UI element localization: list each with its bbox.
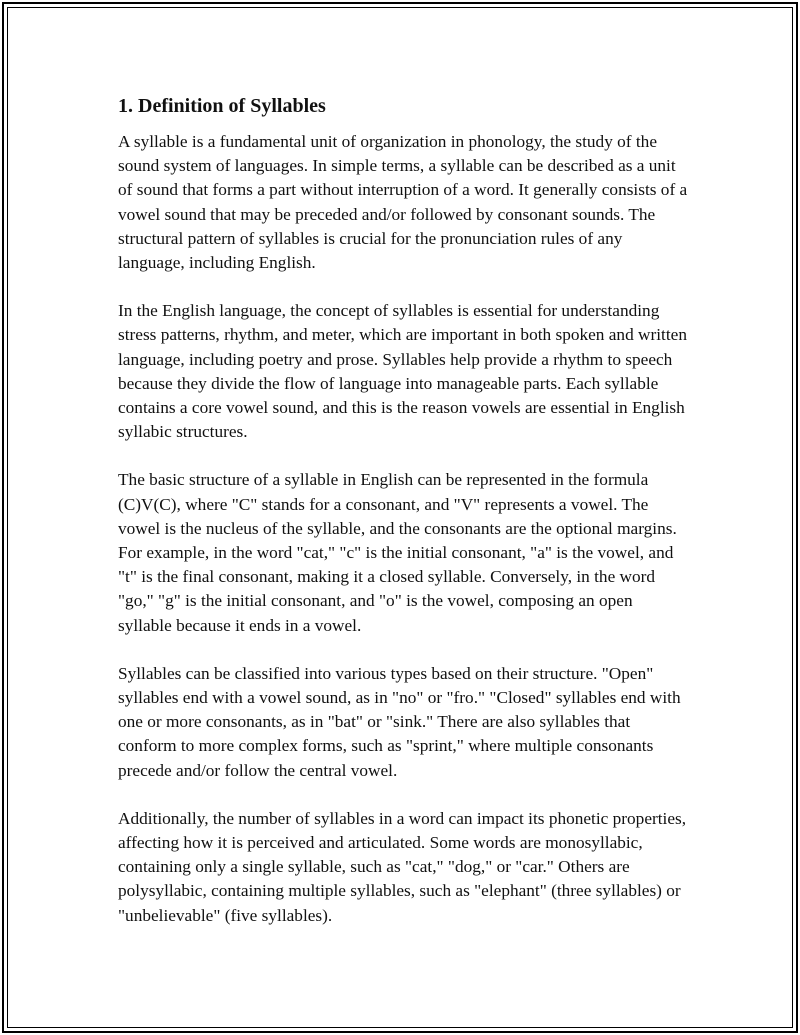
section-heading: 1. Definition of Syllables	[118, 95, 326, 117]
paragraph-english-concept: In the English language, the concept of syllables is essential for understanding stress patterns, rhythm, and meter, which are important in both spoken and written language, including poetry and prose. Syllables help provide a rhythm to speech because they divide the flow of language into manageable parts. Each syllable contains a core vowel sound, and this is the reason vowels are essential in English syllabic structures.	[118, 301, 687, 442]
paragraph-basic-structure: The basic structure of a syllable in English can be represented in the formula (C)V(C), where "C" stands for a consonant, and "V" represents a vowel. The vowel is the nucleus of the syllable, and the consonants are the optional margins. For example, in the word "cat," "c" is the initial consonant, "a" is the vowel, and "t" is the final consonant, making it a closed syllable. Conversely, in the word "go," "g" is the initial consonant, and "o" is the vowel, composing an open syllable because it ends in a vowel.	[118, 470, 677, 635]
document-body	[118, 93, 688, 952]
paragraph-definition: A syllable is a fundamental unit of organization in phonology, the study of the sound system of languages. In simple terms, a syllable can be described as a unit of sound that forms a part without interruption of a word. It generally consists of a vowel sound that may be preceded and/or followed by consonant sounds. The structural pattern of syllables is crucial for the pronunciation rules of any language, including English.	[118, 132, 688, 273]
paragraph-syllable-types: Syllables can be classified into various types based on their structure. "Open" syllables end with a vowel sound, as in "no" or "fro." "Closed" syllables end with one or more consonants, as in "bat" or "sink." There are also syllables that conform to more complex forms, such as "sprint," where multiple consonants precede and/or follow the central vowel.	[118, 663, 681, 780]
paragraph-syllable-count: Additionally, the number of syllables in a word can impact its phonetic properties, affecting how it is perceived and articulated. Some words are monosyllabic, containing only a single syllable, such as "cat," "dog," or "car." Others are polysyllabic, containing multiple syllables, such as "elephant" (three syllables) or "unbelievable" (five syllables).	[118, 808, 687, 925]
